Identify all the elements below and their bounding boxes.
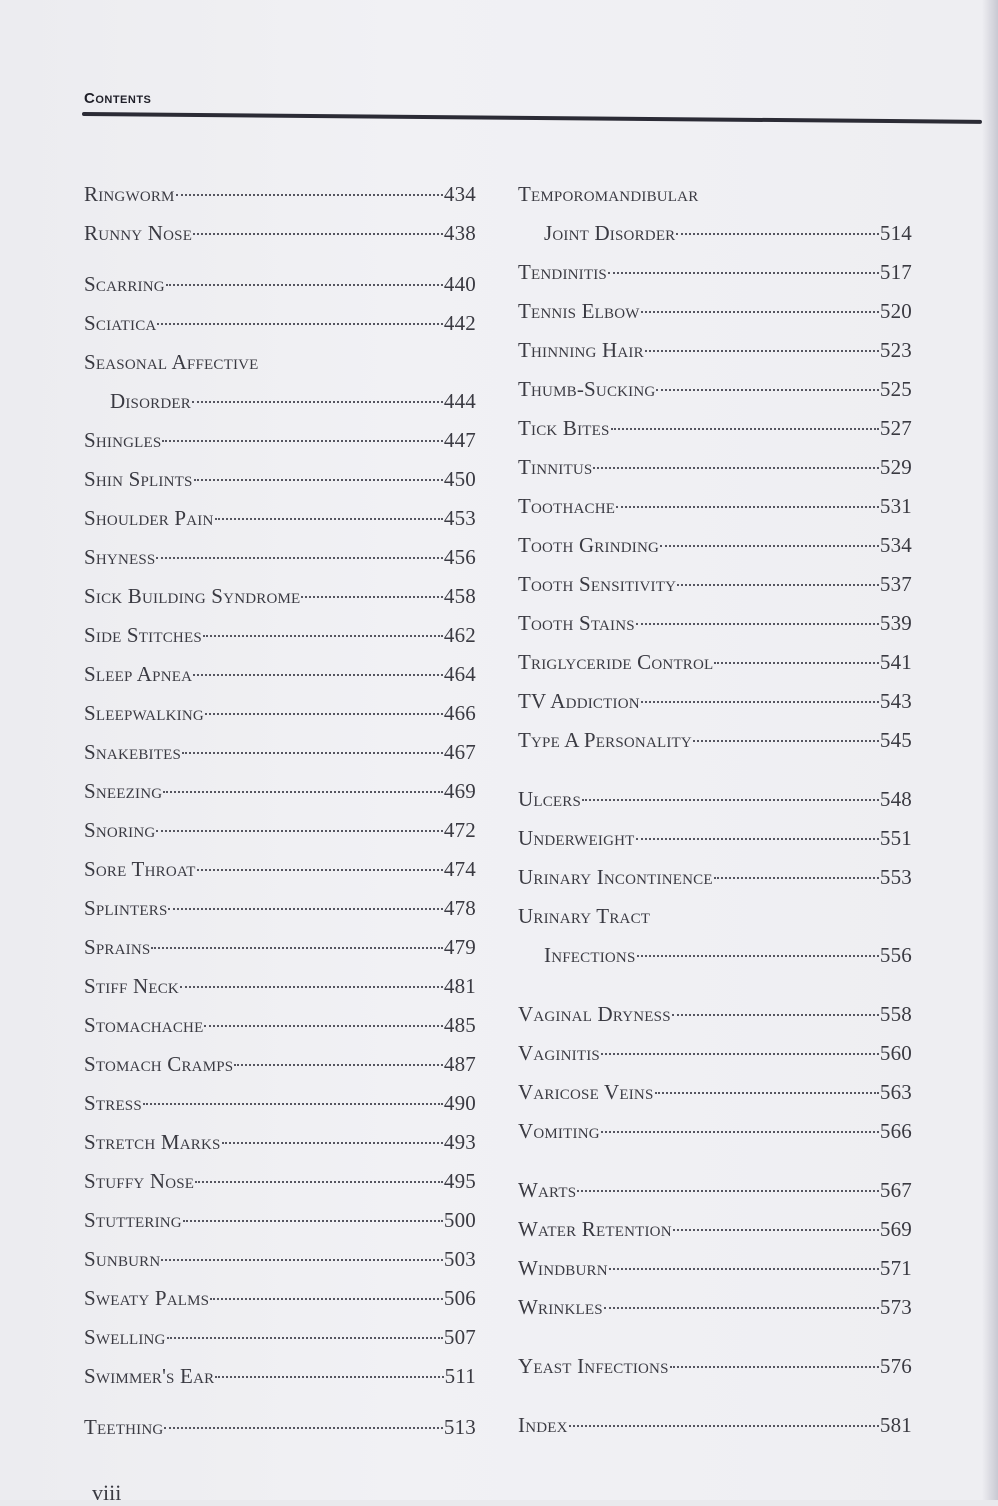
toc-entry (84, 421, 476, 460)
toc-entry-page: 458 (443, 584, 476, 608)
toc-entry (84, 1006, 476, 1045)
toc-entry (518, 292, 912, 331)
toc-entry-page: 450 (443, 467, 476, 491)
toc-entry (518, 1288, 912, 1327)
toc-entry (84, 499, 476, 538)
toc-entry-title: Infections (544, 943, 636, 967)
toc-entry-page: 453 (443, 506, 476, 530)
toc-entry-page: 548 (879, 787, 912, 811)
toc-entry-title: Shingles (84, 428, 162, 452)
toc-entry (84, 1408, 476, 1447)
toc-entry-page: 434 (443, 182, 476, 206)
dot-leader (714, 661, 878, 664)
toc-entry-page: 466 (443, 701, 476, 725)
toc-entry (84, 850, 476, 889)
dot-leader (645, 349, 879, 352)
dot-leader (205, 712, 443, 715)
dot-leader (203, 634, 443, 637)
toc-entry (518, 370, 912, 409)
dot-leader (143, 1102, 443, 1105)
toc-entry-title: Shyness (84, 545, 156, 569)
toc-entry-title: Tendinitis (518, 260, 607, 284)
dot-leader (197, 868, 443, 871)
toc-entry (518, 1406, 912, 1445)
toc-entry-title: Type A Personality (518, 728, 692, 752)
toc-entry (84, 265, 476, 304)
toc-entry (84, 616, 476, 655)
toc-entry-page: 556 (879, 943, 912, 967)
toc-entry (84, 772, 476, 811)
dot-leader (162, 439, 442, 442)
dot-leader (195, 1180, 443, 1183)
toc-entry-page: 444 (443, 389, 476, 413)
toc-entry-title: Vaginitis (518, 1041, 600, 1065)
toc-entry-title: Stomach Cramps (84, 1052, 234, 1076)
toc-entry-title: Teething (84, 1415, 164, 1439)
toc-entry (84, 928, 476, 967)
dot-leader (636, 622, 879, 625)
dot-leader (693, 739, 879, 742)
toc-entry-page: 520 (879, 299, 912, 323)
dot-leader (215, 1375, 443, 1378)
toc-entry-title: Shoulder Pain (84, 506, 214, 530)
toc-entry-page: 469 (443, 779, 476, 803)
toc-entry-title: Stress (84, 1091, 142, 1115)
toc-entry-title: Triglyceride Control (518, 650, 714, 674)
toc-entry-title: Toothache (518, 494, 616, 518)
dot-leader (636, 837, 879, 840)
toc-entry-title: Tooth Grinding (518, 533, 660, 557)
toc-entry-page: 485 (443, 1013, 476, 1037)
toc-entry-title: Splinters (84, 896, 168, 920)
toc-entry (84, 1123, 476, 1162)
toc-entry-title: Ulcers (518, 787, 582, 811)
toc-entry (518, 858, 912, 897)
dot-leader (301, 595, 442, 598)
toc-entry-title: Sleep Apnea (84, 662, 193, 686)
toc-entry-page: 551 (879, 826, 912, 850)
toc-entry (84, 460, 476, 499)
toc-entry (518, 721, 912, 760)
toc-entry (84, 343, 476, 382)
page-number: viii (92, 1480, 122, 1505)
dot-leader (641, 310, 879, 313)
toc-entry-title: Sleepwalking (84, 701, 204, 725)
toc-entry (84, 1240, 476, 1279)
dot-leader (609, 1267, 879, 1270)
toc-entry-page: 563 (879, 1080, 912, 1104)
toc-entry (518, 1034, 912, 1073)
toc-entry-page: 545 (879, 728, 912, 752)
toc-entry-page: 567 (879, 1178, 912, 1202)
toc-entry-title: Vomiting (518, 1119, 600, 1143)
toc-entry (518, 995, 912, 1034)
toc-entry (518, 1210, 912, 1249)
toc-entry-page: 576 (879, 1354, 912, 1378)
toc-entry (518, 819, 912, 858)
dot-leader (167, 1336, 443, 1339)
toc-entry (518, 214, 912, 253)
dot-leader (234, 1063, 443, 1066)
toc-entry (518, 175, 912, 214)
toc-entry-title: Varicose Veins (518, 1080, 654, 1104)
toc-entry (84, 1162, 476, 1201)
toc-entry (518, 448, 912, 487)
dot-leader (176, 193, 443, 196)
toc-entry-title: Stiff Neck (84, 974, 179, 998)
dot-leader (641, 700, 879, 703)
toc-entry-page: 541 (879, 650, 912, 674)
toc-entry (518, 565, 912, 604)
toc-entry-title: Side Stitches (84, 623, 202, 647)
toc-entry-page: 558 (879, 1002, 912, 1026)
toc-entry-page: 560 (879, 1041, 912, 1065)
toc-entry-page: 573 (879, 1295, 912, 1319)
toc-entry-page: 513 (443, 1415, 476, 1439)
toc-entry-page: 514 (879, 221, 912, 245)
dot-leader (670, 1365, 879, 1368)
toc-entry (84, 304, 476, 343)
toc-entry (84, 1201, 476, 1240)
toc-entry-page: 447 (443, 428, 476, 452)
toc-entry-title: Shin Splints (84, 467, 193, 491)
dot-leader (660, 544, 879, 547)
toc-entry (518, 682, 912, 721)
toc-entry-page: 537 (879, 572, 912, 596)
toc-entry-title: Thinning Hair (518, 338, 644, 362)
toc-entry-page: 571 (879, 1256, 912, 1280)
page-edge-shadow (982, 0, 998, 1500)
dot-leader (156, 556, 442, 559)
toc-entry-title: Windburn (518, 1256, 608, 1280)
toc-entry (84, 577, 476, 616)
toc-entry-title: Sweaty Palms (84, 1286, 210, 1310)
toc-entry-page: 495 (443, 1169, 476, 1193)
dot-leader (569, 1424, 879, 1427)
toc-column-left (84, 175, 476, 1447)
toc-entry (84, 382, 476, 421)
dot-leader (677, 583, 879, 586)
dot-leader (637, 954, 879, 957)
toc-entry-page: 462 (443, 623, 476, 647)
toc-entry-title: Warts (518, 1178, 577, 1202)
toc-entry-title: Disorder (110, 389, 191, 413)
header-rule (82, 112, 982, 124)
toc-entry (84, 1084, 476, 1123)
toc-entry-page: 438 (443, 221, 476, 245)
toc-entry-title: Seasonal Affective (84, 350, 259, 374)
toc-entry (84, 1279, 476, 1318)
dot-leader (210, 1297, 443, 1300)
toc-entry-title: Stretch Marks (84, 1130, 221, 1154)
toc-entry-page: 474 (443, 857, 476, 881)
dot-leader (714, 876, 879, 879)
toc-entry-page: 581 (879, 1413, 912, 1437)
toc-entry-page: 569 (879, 1217, 912, 1241)
toc-entry-title: Vaginal Dryness (518, 1002, 671, 1026)
toc-entry-page: 543 (879, 689, 912, 713)
dot-leader (616, 505, 879, 508)
toc-entry-page: 506 (443, 1286, 476, 1310)
dot-leader (204, 1024, 442, 1027)
toc-entry-page: 511 (444, 1364, 476, 1388)
toc-entry (518, 526, 912, 565)
toc-entry-title: Stuffy Nose (84, 1169, 195, 1193)
toc-entry-page: 440 (443, 272, 476, 296)
dot-leader (608, 271, 879, 274)
toc-entry-title: Swimmer's Ear (84, 1364, 215, 1388)
contents-heading: Contents (84, 90, 152, 107)
toc-entry-page: 525 (879, 377, 912, 401)
toc-entry (518, 331, 912, 370)
toc-entry-title: Wrinkles (518, 1295, 603, 1319)
toc-entry (84, 214, 476, 253)
toc-entry (518, 409, 912, 448)
toc-entry-page: 527 (879, 416, 912, 440)
dot-leader (166, 283, 443, 286)
toc-entry-title: Sciatica (84, 311, 157, 335)
dot-leader (182, 751, 443, 754)
toc-entry-title: Scarring (84, 272, 165, 296)
dot-leader (604, 1306, 879, 1309)
dot-leader (655, 1091, 879, 1094)
toc-entry-page: 464 (443, 662, 476, 686)
toc-entry (84, 811, 476, 850)
toc-entry (518, 1249, 912, 1288)
toc-entry-page: 531 (879, 494, 912, 518)
dot-leader (672, 1013, 879, 1016)
toc-entry-title: Stomachache (84, 1013, 204, 1037)
toc-entry (84, 1045, 476, 1084)
dot-leader (673, 1228, 879, 1231)
toc-entry (84, 694, 476, 733)
toc-entry-title: Tennis Elbow (518, 299, 640, 323)
toc-entry-page: 481 (443, 974, 476, 998)
toc-entry-page: 472 (443, 818, 476, 842)
dot-leader (156, 829, 442, 832)
toc-entry (518, 936, 912, 975)
toc-entry (84, 733, 476, 772)
toc-entry-title: Index (518, 1413, 568, 1437)
dot-leader (183, 1219, 443, 1222)
toc-entry-title: Snakebites (84, 740, 182, 764)
dot-leader (676, 232, 879, 235)
toc-entry-title: Runny Nose (84, 221, 193, 245)
dot-leader (168, 907, 442, 910)
toc-entry (518, 1073, 912, 1112)
toc-entry-page: 539 (879, 611, 912, 635)
dot-leader (151, 946, 442, 949)
dot-leader (193, 673, 443, 676)
toc-entry-title: Sunburn (84, 1247, 161, 1271)
toc-entry-title: Tick Bites (518, 416, 610, 440)
toc-entry-page: 500 (443, 1208, 476, 1232)
toc-entry-page: 467 (443, 740, 476, 764)
toc-entry (518, 643, 912, 682)
toc-entry-page: 456 (443, 545, 476, 569)
toc-entry (84, 1357, 476, 1396)
toc-entry-title: Swelling (84, 1325, 166, 1349)
dot-leader (577, 1189, 879, 1192)
dot-leader (164, 1426, 442, 1429)
toc-entry-title: Underweight (518, 826, 635, 850)
dot-leader (163, 790, 443, 793)
dot-leader (611, 427, 879, 430)
toc-entry-page: 442 (443, 311, 476, 335)
toc-entry (518, 487, 912, 526)
dot-leader (215, 517, 443, 520)
toc-entry (518, 1171, 912, 1210)
toc-entry-title: Stuttering (84, 1208, 182, 1232)
toc-entry-title: Ringworm (84, 182, 175, 206)
toc-entry-page: 503 (443, 1247, 476, 1271)
toc-entry-page: 487 (443, 1052, 476, 1076)
toc-entry (84, 1318, 476, 1357)
toc-entry-title: Water Retention (518, 1217, 672, 1241)
toc-entry-title: Snoring (84, 818, 156, 842)
dot-leader (194, 478, 443, 481)
toc-entry (84, 889, 476, 928)
toc-entry-title: Urinary Incontinence (518, 865, 713, 889)
dot-leader (157, 322, 442, 325)
toc-entry-title: TV Addiction (518, 689, 640, 713)
toc-entry (84, 538, 476, 577)
toc-entry-page: 507 (443, 1325, 476, 1349)
toc-entry-title: Tinnitus (518, 455, 593, 479)
dot-leader (582, 798, 879, 801)
dot-leader (593, 466, 878, 469)
toc-entry (84, 175, 476, 214)
dot-leader (601, 1052, 879, 1055)
toc-entry-title: Joint Disorder (544, 221, 676, 245)
toc-entry-title: Sore Throat (84, 857, 196, 881)
toc-entry-title: Sick Building Syndrome (84, 584, 301, 608)
dot-leader (601, 1130, 879, 1133)
toc-entry-page: 517 (879, 260, 912, 284)
toc-entry-title: Tooth Stains (518, 611, 635, 635)
dot-leader (222, 1141, 443, 1144)
toc-entry-page: 478 (443, 896, 476, 920)
toc-entry (518, 1112, 912, 1151)
toc-entry-page: 553 (879, 865, 912, 889)
toc-entry-title: Thumb-Sucking (518, 377, 656, 401)
toc-entry-page: 479 (443, 935, 476, 959)
toc-entry (84, 655, 476, 694)
dot-leader (161, 1258, 442, 1261)
toc-entry-title: Yeast Infections (518, 1354, 669, 1378)
toc-entry-title: Temporomandibular (518, 182, 699, 206)
toc-entry-page: 566 (879, 1119, 912, 1143)
toc-entry-page: 523 (879, 338, 912, 362)
toc-column-right (518, 175, 912, 1445)
dot-leader (656, 388, 878, 391)
toc-entry (518, 604, 912, 643)
toc-entry-title: Sneezing (84, 779, 163, 803)
dot-leader (193, 232, 443, 235)
dot-leader (192, 400, 443, 403)
toc-entry-title: Urinary Tract (518, 904, 651, 928)
toc-entry (518, 253, 912, 292)
toc-entry (518, 780, 912, 819)
toc-entry-title: Tooth Sensitivity (518, 572, 677, 596)
toc-entry-page: 493 (443, 1130, 476, 1154)
toc-entry-title: Sprains (84, 935, 151, 959)
toc-entry-page: 529 (879, 455, 912, 479)
toc-entry-page: 490 (443, 1091, 476, 1115)
toc-entry (84, 967, 476, 1006)
toc-entry (518, 897, 912, 936)
toc-entry (518, 1347, 912, 1386)
toc-entry-page: 534 (879, 533, 912, 557)
dot-leader (180, 985, 443, 988)
